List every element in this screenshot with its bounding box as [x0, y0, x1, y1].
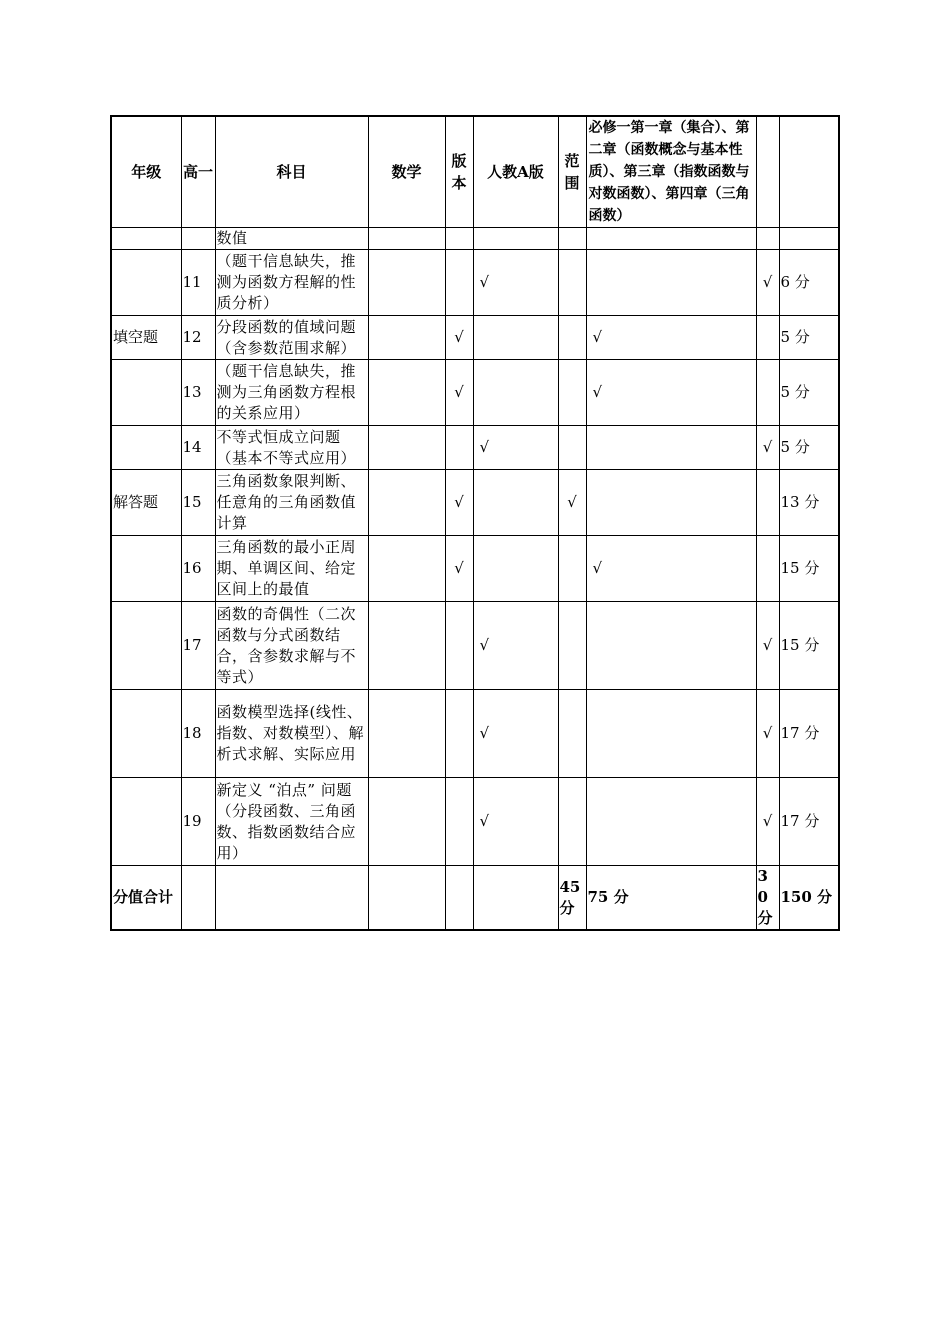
- score-cell: 13 分: [779, 470, 839, 536]
- table-row: [111, 536, 839, 602]
- table-row: [111, 470, 839, 536]
- scope-value: 必修一第一章（集合）、第二章（函数概念与基本性质）、第三章（指数函数与对数函数）、第四章（三角函数）: [586, 116, 756, 228]
- question-description: 分段函数的值域问题（含参数范围求解）: [215, 316, 368, 360]
- question-number: [181, 228, 215, 250]
- question-number: 17: [181, 602, 215, 690]
- blank-cell: [368, 690, 445, 778]
- check-cell-4: [586, 778, 756, 866]
- section-cell: [111, 250, 181, 316]
- section-cell: [111, 536, 181, 602]
- table-row: [111, 228, 839, 250]
- check-cell-1: [445, 426, 473, 470]
- total-range-2: 75 分: [586, 866, 756, 931]
- blank-cell: [368, 316, 445, 360]
- question-number: 12: [181, 316, 215, 360]
- check-cell-5: √: [756, 426, 779, 470]
- score-cell: 6 分: [779, 250, 839, 316]
- question-description: 不等式恒成立问题（基本不等式应用）: [215, 426, 368, 470]
- blank-cell: [368, 778, 445, 866]
- table-row: [111, 360, 839, 426]
- score-cell: 5 分: [779, 426, 839, 470]
- check-cell-1: [445, 778, 473, 866]
- question-description: 数值: [215, 228, 368, 250]
- question-number: 19: [181, 778, 215, 866]
- check-cell-5: [756, 228, 779, 250]
- check-cell-5: √: [756, 250, 779, 316]
- check-cell-5: [756, 470, 779, 536]
- total-range-3: 30 分: [756, 866, 779, 931]
- check-cell-1: √: [445, 316, 473, 360]
- blank-cell: [368, 360, 445, 426]
- check-cell-1: [445, 228, 473, 250]
- section-cell: 填空题: [111, 316, 181, 360]
- check-cell-4: [586, 470, 756, 536]
- check-cell-4: [586, 250, 756, 316]
- score-cell: [779, 228, 839, 250]
- question-description: 三角函数象限判断、任意角的三角函数值计算: [215, 470, 368, 536]
- grade-label: 年级: [111, 116, 181, 228]
- check-cell-2: [473, 536, 558, 602]
- question-number: 14: [181, 426, 215, 470]
- blank-cell: [368, 426, 445, 470]
- score-cell: 15 分: [779, 536, 839, 602]
- question-description: 函数的奇偶性（二次函数与分式函数结合，含参数求解与不等式）: [215, 602, 368, 690]
- question-number: 16: [181, 536, 215, 602]
- header-row: [111, 116, 839, 228]
- blank-cell: [368, 536, 445, 602]
- check-cell-2: [473, 316, 558, 360]
- check-cell-2: [473, 470, 558, 536]
- check-cell-2: [473, 228, 558, 250]
- check-cell-4: [586, 690, 756, 778]
- header-blank-2: [779, 116, 839, 228]
- check-cell-1: √: [445, 470, 473, 536]
- check-cell-2: √: [473, 250, 558, 316]
- score-cell: 17 分: [779, 690, 839, 778]
- check-cell-3: [558, 250, 586, 316]
- check-cell-2: √: [473, 690, 558, 778]
- edition-label: 版本: [445, 116, 473, 228]
- table-row: [111, 602, 839, 690]
- score-cell: 5 分: [779, 360, 839, 426]
- check-cell-2: √: [473, 426, 558, 470]
- section-cell: [111, 690, 181, 778]
- check-cell-2: [473, 360, 558, 426]
- exam-analysis-table: [110, 115, 840, 931]
- check-cell-4: √: [586, 536, 756, 602]
- check-cell-4: [586, 228, 756, 250]
- blank-cell: [473, 866, 558, 931]
- table-row: [111, 778, 839, 866]
- check-cell-5: √: [756, 602, 779, 690]
- check-cell-1: [445, 602, 473, 690]
- question-description: 新定义 “泊点” 问题（分段函数、三角函数、指数函数结合应用）: [215, 778, 368, 866]
- check-cell-3: [558, 602, 586, 690]
- check-cell-1: √: [445, 536, 473, 602]
- table-row: [111, 250, 839, 316]
- check-cell-2: √: [473, 778, 558, 866]
- check-cell-2: √: [473, 602, 558, 690]
- question-description: 函数模型选择(线性、指数、对数模型）、解析式求解、实际应用: [215, 690, 368, 778]
- check-cell-3: √: [558, 470, 586, 536]
- check-cell-5: √: [756, 778, 779, 866]
- section-cell: [111, 426, 181, 470]
- section-cell: 解答题: [111, 470, 181, 536]
- check-cell-5: [756, 316, 779, 360]
- subject-value: 数学: [368, 116, 445, 228]
- question-number: 11: [181, 250, 215, 316]
- total-score: 150 分: [779, 866, 839, 931]
- check-cell-4: √: [586, 316, 756, 360]
- section-cell: [111, 228, 181, 250]
- blank-cell: [368, 250, 445, 316]
- blank-cell: [368, 470, 445, 536]
- check-cell-5: [756, 360, 779, 426]
- question-description: （题干信息缺失，推测为三角函数方程根的关系应用）: [215, 360, 368, 426]
- blank-cell: [215, 866, 368, 931]
- check-cell-3: [558, 778, 586, 866]
- check-cell-3: [558, 536, 586, 602]
- subject-label: 科目: [215, 116, 368, 228]
- table-row: [111, 316, 839, 360]
- blank-cell: [181, 866, 215, 931]
- check-cell-3: [558, 316, 586, 360]
- header-blank-1: [756, 116, 779, 228]
- check-cell-5: √: [756, 690, 779, 778]
- section-cell: [111, 778, 181, 866]
- score-cell: 5 分: [779, 316, 839, 360]
- total-label: 分值合计: [111, 866, 181, 931]
- check-cell-4: [586, 602, 756, 690]
- blank-cell: [368, 866, 445, 931]
- table-row: [111, 426, 839, 470]
- check-cell-3: [558, 426, 586, 470]
- check-cell-1: [445, 250, 473, 316]
- blank-cell: [368, 602, 445, 690]
- check-cell-5: [756, 536, 779, 602]
- table-row: [111, 690, 839, 778]
- scope-label: 范围: [558, 116, 586, 228]
- score-cell: 17 分: [779, 778, 839, 866]
- question-number: 18: [181, 690, 215, 778]
- question-description: 三角函数的最小正周期、单调区间、给定区间上的最值: [215, 536, 368, 602]
- score-cell: 15 分: [779, 602, 839, 690]
- total-range-1: 45 分: [558, 866, 586, 931]
- check-cell-4: [586, 426, 756, 470]
- check-cell-3: [558, 690, 586, 778]
- check-cell-4: √: [586, 360, 756, 426]
- question-description: （题干信息缺失，推测为函数方程解的性质分析）: [215, 250, 368, 316]
- check-cell-3: [558, 228, 586, 250]
- blank-cell: [368, 228, 445, 250]
- question-number: 13: [181, 360, 215, 426]
- section-cell: [111, 602, 181, 690]
- check-cell-1: √: [445, 360, 473, 426]
- blank-cell: [445, 866, 473, 931]
- edition-value: 人教A版: [473, 116, 558, 228]
- check-cell-3: [558, 360, 586, 426]
- total-row: [111, 866, 839, 931]
- question-number: 15: [181, 470, 215, 536]
- check-cell-1: [445, 690, 473, 778]
- section-cell: [111, 360, 181, 426]
- grade-value: 高一: [181, 116, 215, 228]
